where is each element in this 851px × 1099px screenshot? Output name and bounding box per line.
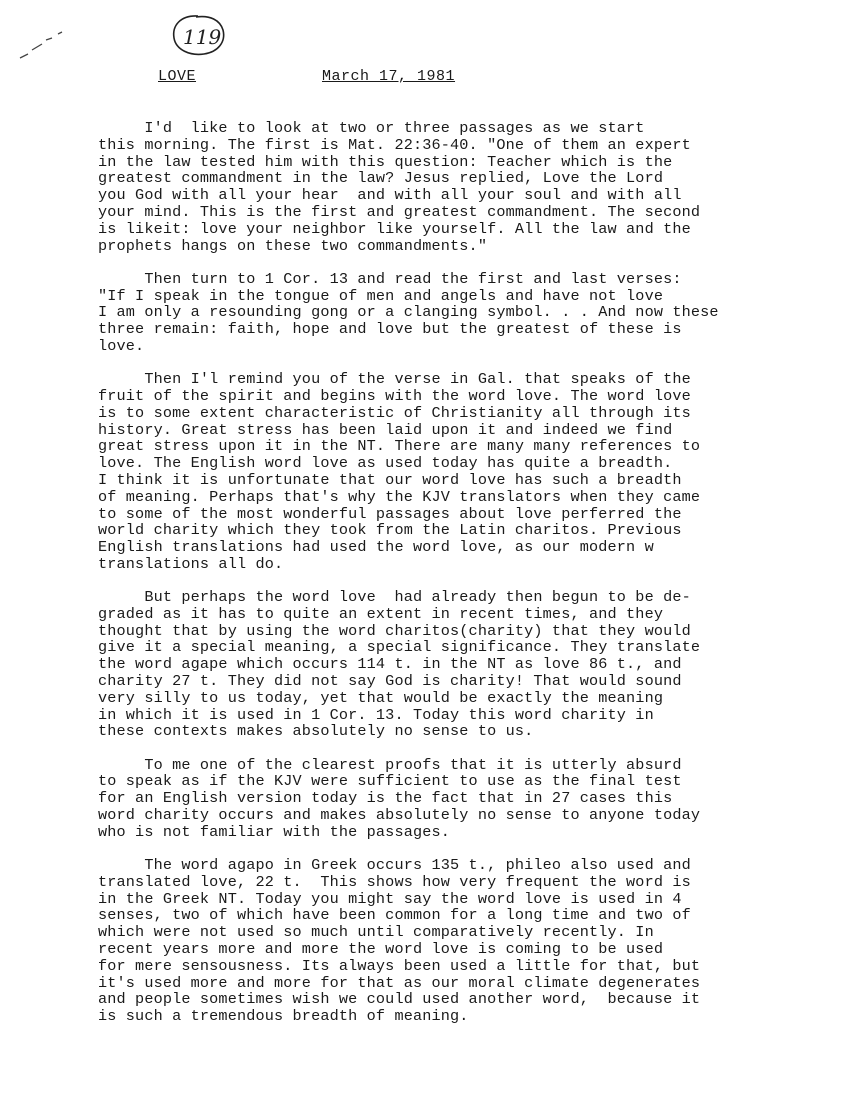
text-line: But perhaps the word love had already then begun to be de- <box>98 588 691 607</box>
text-line: it's used more and more for that as our moral climate degenerates <box>98 973 701 992</box>
text-line: world charity which they took from the Latin charitos. Previous <box>98 521 682 540</box>
document-date: March 17, 1981 <box>322 68 456 85</box>
text-line: in the Greek NT. Today you might say the word love is used in 4 <box>98 889 682 908</box>
text-line: your mind. This is the first and greatest commandment. The second <box>98 202 701 221</box>
text-line: of meaning. Perhaps that's why the KJV translators when they came <box>98 487 701 506</box>
text-line: "If I speak in the tongue of men and angels and have not love <box>98 286 664 305</box>
paragraph <box>98 589 798 740</box>
text-line: these contexts makes absolutely no sense to us. <box>98 722 534 741</box>
stray-pen-mark <box>18 28 70 68</box>
text-line: To me one of the clearest proofs that it is utterly absurd <box>98 755 682 774</box>
text-line: who is not familiar with the passages. <box>98 822 451 841</box>
text-line: English translations had used the word love, as our modern w <box>98 538 654 557</box>
text-line: fruit of the spirit and begins with the word love. The word love <box>98 386 691 405</box>
text-line: translated love, 22 t. This shows how very frequent the word is <box>98 872 691 891</box>
text-line: to some of the most wonderful passages about love perferred the <box>98 504 682 523</box>
paragraph <box>98 857 798 1025</box>
text-line: you God with all your hear and with all your soul and with all <box>98 186 682 205</box>
text-line: The word agapo in Greek occurs 135 t., phileo also used and <box>98 856 691 875</box>
text-line: history. Great stress has been laid upon it and indeed we find <box>98 420 673 439</box>
document-body <box>98 120 798 1041</box>
text-line: for mere sensousness. Its always been used a little for that, but <box>98 956 701 975</box>
text-line: thought that by using the word charitos(charity) that they would <box>98 621 691 640</box>
text-line: I think it is unfortunate that our word love has such a breadth <box>98 470 682 489</box>
text-line: this morning. The first is Mat. 22:36-40. "One of them an expert <box>98 135 691 154</box>
text-line: to speak as if the KJV were sufficient to use as the final test <box>98 772 682 791</box>
text-line: give it a special meaning, a special significance. They translate <box>98 638 701 657</box>
text-line: word charity occurs and makes absolutely no sense to anyone today <box>98 806 701 825</box>
paragraph <box>98 120 798 254</box>
text-line: in the law tested him with this question: Teacher which is the <box>98 152 673 171</box>
paragraph <box>98 757 798 841</box>
text-line: for an English version today is the fact that in 27 cases this <box>98 789 673 808</box>
text-line: recent years more and more the word love is coming to be used <box>98 940 664 959</box>
text-line: greatest commandment in the law? Jesus replied, Love the Lord <box>98 169 664 188</box>
text-line: graded as it has to quite an extent in recent times, and they <box>98 604 664 623</box>
text-line: love. The English word love as used today has quite a breadth. <box>98 454 673 473</box>
text-line: Then I'l remind you of the verse in Gal. that speaks of the <box>98 370 691 389</box>
text-line: and people sometimes wish we could used another word, because it <box>98 990 701 1009</box>
text-line: in which it is used in 1 Cor. 13. Today this word charity in <box>98 705 654 724</box>
text-line: the word agape which occurs 114 t. in the NT as love 86 t., and <box>98 655 682 674</box>
text-line: love. <box>98 336 145 355</box>
text-line: translations all do. <box>98 554 284 573</box>
text-line: great stress upon it in the NT. There are many many references to <box>98 437 701 456</box>
text-line: very silly to us today, yet that would be exactly the meaning <box>98 688 664 707</box>
text-line: I'd like to look at two or three passages as we start <box>98 119 645 137</box>
paragraph <box>98 271 798 355</box>
text-line: prophets hangs on these two commandments." <box>98 236 488 255</box>
text-line: is such a tremendous breadth of meaning. <box>98 1007 469 1026</box>
paragraph <box>98 371 798 573</box>
page-number-text: 119 <box>183 25 222 49</box>
text-line: Then turn to 1 Cor. 13 and read the first and last verses: <box>98 269 682 288</box>
text-line: senses, two of which have been common for a long time and two of <box>98 906 691 925</box>
text-line: three remain: faith, hope and love but the greatest of these is <box>98 320 682 339</box>
text-line: is likeit: love your neighbor like yourself. All the law and the <box>98 219 691 238</box>
text-line: I am only a resounding gong or a clanging symbol. . . And now these <box>98 303 719 322</box>
text-line: charity 27 t. They did not say God is charity! That would sound <box>98 672 682 691</box>
handwritten-page-number <box>168 12 228 58</box>
text-line: which were not used so much until comparatively recently. In <box>98 923 654 942</box>
text-line: is to some extent characteristic of Christianity all through its <box>98 403 691 422</box>
page-number-circle-icon <box>168 12 228 58</box>
document-title: LOVE <box>158 68 197 85</box>
